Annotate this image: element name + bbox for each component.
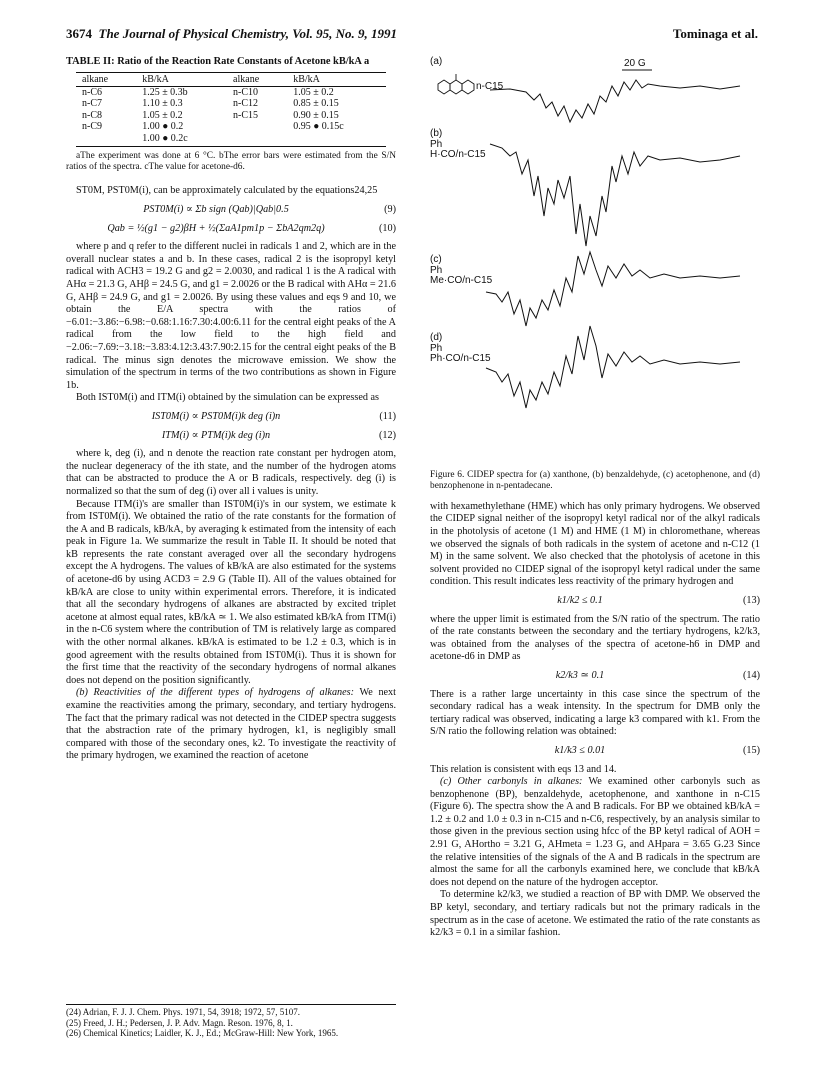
reference: (26) Chemical Kinetics; Laidler, K. J., Ed.; McGraw-Hill: New York, 1965. (66, 1028, 339, 1039)
paragraph: where the upper limit is estimated from the S/N ratio of the spectrum. The ratio of the rate constants between the secondary and the tertiary hydrogens, k2/k3, was obtained from the analyses of the spectra of acetone-h6 in DMP and acetone-d6 in DMP as (430, 613, 760, 663)
equation-number: (13) (743, 594, 760, 606)
reference: (24) Adrian, F. J. J. Chem. Phys. 1971, 54, 3918; 1972, 57, 5107. (66, 1007, 301, 1017)
table-caption: TABLE II: Ratio of the Reaction Rate Constants of Acetone kB/kA a (66, 56, 370, 67)
equation-body: ITM(i) ∝ PTM(i)k deg (i)n (161, 429, 271, 441)
table-cell: 0.90 ± 0.15 (293, 109, 339, 121)
spectrum-d (486, 326, 740, 408)
table-cell: 1.25 ± 0.3b (142, 87, 188, 98)
paragraph: ST0M, PST0M(i), can be approximately calculated by the equations24,25 (76, 185, 378, 197)
left-column (66, 56, 396, 763)
equation-13 (430, 595, 760, 608)
scale-label: 20 G (624, 58, 646, 69)
figure-caption: Figure 6. CIDEP spectra for (a) xanthone, (b) benzaldehyde, (c) acetophenone, and (d) benzophenone in n-pentadecane. (430, 470, 760, 492)
spectrum-b (490, 144, 740, 246)
panel-label: (b) (430, 128, 443, 139)
journal-name: The Journal of Physical Chemistry, Vol. 95, No. 9, 1991 (98, 26, 398, 41)
table-header-cell: kB/kA (136, 72, 227, 86)
references (66, 1004, 396, 1039)
page-number: 3674 (66, 26, 92, 41)
paragraph: where k, deg (i), and n denote the reaction rate constant per hydrogen atom, the nuclear degeneracy of the ith state, and the number of the hydrogen atoms that can be abstracted to produce the A or B radicals, respectively. deg (i) is normalized so that the sum of deg (i) over all i values is unity. (66, 448, 396, 497)
equation-number: (15) (743, 744, 760, 756)
table-cell: 1.00 ● 0.2 (142, 121, 184, 133)
table-cell: n-C12 (233, 98, 259, 110)
equation-number: (14) (743, 669, 760, 681)
section-heading: (b) Reactivities of the different types of hydrogens of alkanes: (76, 687, 355, 699)
table-cell: 1.05 ± 0.2 (142, 109, 183, 121)
paragraph: where p and q refer to the different nuclei in radicals 1 and 2, which are in the overall nuclear states a and b. In these cases, radical 2 is the isopropyl ketyl radical with ACH3 = 19.2 G and g2 = 2.0030, and radical 1 is the A radical with AHα = 21.3 G, AHβ = 24.5 G, and g1 = 2.0026 or the B radical with AHα = 21.6 G, AHβ = 24.9 G, and g1 = 2.0026. By using these values and eqs 9 and 10, we obtain the E/A spectra with the ratios of −6.01:−3.86:−6.98:−0.68:1.16:7.30:4.00:6.11 for the central eight peaks of the A radical from the low field to the high field and −2.06:−7.69:−3.18:−3.83:4.12:3.43:7.90:2.15 for the central eight peaks of the B radical. The minus sign denotes the microwave emission. We show the simulation of the spectrum in terms of the two contributions as shown in Figure 1b. (66, 241, 397, 391)
header-left (66, 26, 397, 42)
equation-14 (430, 670, 760, 683)
equation-body: IST0M(i) ∝ PST0M(i)k deg (i)n (151, 410, 281, 422)
panel-label: (c) (430, 254, 442, 265)
equation-15 (430, 745, 760, 758)
table-row (76, 98, 386, 109)
figure-6 (430, 56, 760, 466)
molecule-label: Ph·CO/n-C15 (430, 353, 491, 364)
equation-10 (66, 223, 396, 236)
table-footnote: aThe experiment was done at 6 °C. bThe error bars were estimated from the S/N ratios of the spectra. cThe value for acetone-d6. (66, 151, 396, 173)
table-header-cell: kB/kA (287, 72, 386, 86)
table-row (76, 110, 386, 121)
table-cell (227, 133, 287, 147)
right-column (430, 56, 760, 940)
table-cell: n-C9 (82, 121, 102, 133)
table-cell (227, 121, 287, 132)
table-cell: n-C10 (233, 87, 259, 98)
table-cell: 1.10 ± 0.3 (142, 98, 183, 110)
paragraph: Both IST0M(i) and ITM(i) obtained by the simulation can be expressed as (76, 392, 380, 404)
table-header-cell: alkane (76, 72, 136, 86)
equation-body: Qab = ½(g1 − g2)βH + ½(ΣaA1pm1p − ΣbA2qm2q) (107, 222, 325, 234)
cidep-spectra (430, 56, 760, 466)
equation-number: (11) (379, 410, 396, 422)
equation-number: (9) (384, 204, 396, 216)
equation-11 (66, 411, 396, 424)
table-header-cell: alkane (227, 72, 287, 86)
paragraph-text: We examined other carbonyls such as benzophenone (BP), benzaldehyde, acetophenone, and xanthone in n-C15 (Figure 6). The spectra show the A and B radicals. For BP we obtained kB/kA = 1.2 ± 0.2 and 1.0 ± 0.3 in n-C15 and n-C6, respectively, by an analysis similar to those given in the previous section using hfcc of the BP ketyl radical of AOH = 2.91 G, AHortho = 3.21 G, AHmeta = 1.23 G, and AHpara = 3.65 G.23 Since the relative intensities of the signals of the A and B radicals in the spectrum are almost the same for all the carbonyls examined here, we conclude that kB/kA does not depend on the nature of the hydrogen acceptor. (430, 776, 760, 888)
equation-9 (66, 204, 396, 217)
table-cell: 0.85 ± 0.15 (293, 98, 339, 110)
molecule-label: Me·CO/n-C15 (430, 275, 493, 286)
molecule-label: H·CO/n-C15 (430, 149, 486, 160)
paragraph: with hexamethylethane (HME) which has only primary hydrogens. We observed the CIDEP signal neither of the isopropyl ketyl radical nor of the alkyl radicals in the photolysis of acetone (1 M) and HME (1 M) in chloromethane, whereas we observed the signals of both radicals in the system of acetone and n-C12 (1 M) in the same solvent. We also checked that the photolysis of acetone in this solvent provided no CIDEP signal of the isopropyl ketyl radical under the same condition. This result indicates less reactivity of the primary hydrogen and (430, 500, 760, 588)
table-cell: n-C6 (82, 87, 102, 98)
table-cell: 1.00 ● 0.2c (136, 133, 227, 147)
equation-body: k2/k3 ≃ 0.1 (555, 669, 605, 681)
table-row (76, 121, 386, 132)
equation-number: (12) (379, 429, 396, 441)
equation-12 (66, 430, 396, 443)
spectrum-a (490, 80, 740, 122)
molecule-label: n-C15 (476, 81, 504, 92)
paragraph: To determine k2/k3, we studied a reaction of BP with DMP. We observed the BP ketyl, secondary, and tertiary radicals but not the primary radicals in the spectrum as in the case of acetone. We estimated the ratio of the rate constants as k2/k3 = 0.1 in a similar fashion. (430, 889, 760, 939)
equation-body: k1/k2 ≤ 0.1 (557, 594, 603, 606)
table-cell (76, 133, 136, 147)
author-name: Tominaga et al. (672, 26, 758, 41)
rate-table (76, 72, 386, 147)
spectrum-c (486, 252, 740, 326)
molecule-label: Ph (430, 343, 443, 354)
table-row (76, 133, 386, 147)
paragraph (430, 776, 760, 889)
panel-label: (a) (430, 56, 443, 67)
paragraph: This relation is consistent with eqs 13 and 14. (430, 763, 617, 775)
equation-number: (10) (379, 222, 396, 234)
xanthone-structure-icon (438, 74, 474, 94)
table-header-row (76, 72, 386, 86)
running-header (66, 26, 758, 44)
table-cell: n-C8 (82, 109, 102, 121)
section-heading: (c) Other carbonyls in alkanes: (440, 776, 583, 788)
equation-body: k1/k3 ≤ 0.01 (554, 744, 606, 756)
table-cell: n-C7 (82, 98, 102, 110)
table-cell: 0.95 ● 0.15c (293, 121, 344, 133)
equation-body: PST0M(i) ∝ Σb sign (Qab)|Qab|0.5 (143, 204, 289, 216)
paragraph-text: We next examine the reactivities among the primary, secondary, and tertiary hydrogens. The fact that the primary radical was not detected in the CIDEP spectra suggests that the abstraction rate of the primary hydrogen, k1, is negligibly small compared with those of the secondary ones, k2. To investigate the reactivity of the primary hydrogen, we examined the reaction of acetone (66, 687, 396, 762)
table-cell: n-C15 (233, 109, 259, 121)
panel-label: (d) (430, 332, 443, 343)
paragraph: Because ITM(i)'s are smaller than IST0M(i)'s in our system, we estimate k from IST0M(i). We obtained the ratio of the rate constants for the formation of the A and B radicals, kB/kA, by averaging k estimated from the intensity of each peak in Figure 1a. We summarize the result in Table II. It should be noted that kB represents the rate constant averaged over all the secondary hydrogens except the A hydrogens. The values of kB/kA are also estimated for the systems of acetone-d6 by using ACD3 = 2.9 G (Table II). All of the values obtained for kB/kA are close to unity within experimental errors. Therefore, it is indicated that all the secondary hydrogens of alkanes are abstracted by excited triplet acetone at almost equal rates, kB/kA ≃ 1. We also estimated kB/kA from ITM(i) in the n-C6 system where the contribution of TM is relatively large as compared with the other normal alkanes. kB/kA is estimated to be 1.2 ± 0.3, which is in good agreement with the results obtained from IST0M(i). Thus it is shown for the first time that the reactivity of the secondary hydrogens of normal alkanes does not depend on the position significantly. (66, 498, 396, 686)
molecule-label: Ph (430, 139, 443, 150)
molecule-label: Ph (430, 265, 443, 276)
reference: (25) Freed, J. H.; Pedersen, J. P. Adv. Magn. Reson. 1976, 8, 1. (66, 1017, 293, 1028)
table-cell (287, 133, 386, 147)
paragraph: There is a rather large uncertainty in this case since the spectrum of the secondary radical has a weak intensity. In the spectrum for DMB only the tertiary radical was observed, indicating a large k3 compared with k1. From the S/N ratio the following relation was obtained: (430, 688, 760, 738)
table-cell: 1.05 ± 0.2 (293, 87, 334, 98)
paragraph (66, 687, 396, 763)
table-row (76, 87, 386, 99)
